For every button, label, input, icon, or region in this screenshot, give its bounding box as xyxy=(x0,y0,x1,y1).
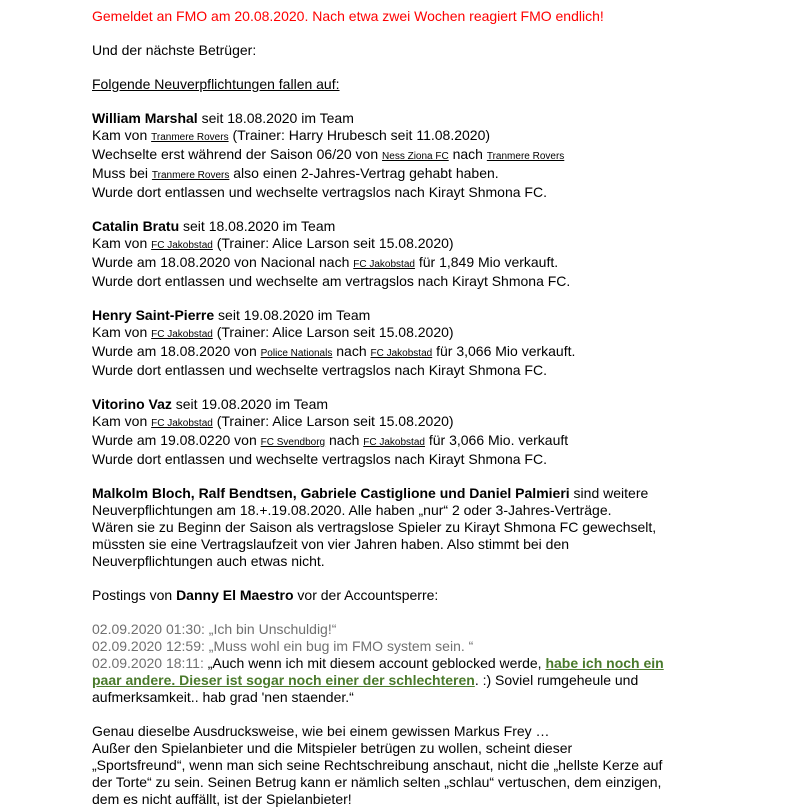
summary-line xyxy=(92,485,782,502)
player-line xyxy=(92,324,782,343)
text: Wurde am 18.08.2020 von xyxy=(92,343,261,359)
club-link[interactable]: Tranmere Rovers xyxy=(151,132,229,143)
player-name: Catalin Bratu xyxy=(92,218,180,234)
summary-names: Malkolm Bloch, Ralf Bendtsen, Gabriele Castiglione und Daniel Palmieri xyxy=(92,485,570,501)
club-link[interactable]: Police Nationals xyxy=(260,348,333,359)
text: also einen 2-Jahres-Vertrag gehabt haben. xyxy=(229,165,499,181)
posting-text: „Ich bin Unschuldig!“ xyxy=(208,621,337,637)
section-heading: Folgende Neuverpflichtungen fallen auf: xyxy=(92,76,340,92)
text: Wurde am 18.08.2020 von Nacional nach xyxy=(92,254,354,270)
text: Kam von xyxy=(92,235,152,251)
player-name: William Marshal xyxy=(92,110,198,126)
player-line: Wurde dort entlassen und wechselte am vertragslos nach Kirayt Shmona FC. xyxy=(92,273,571,289)
text: (Trainer: Alice Larson seit 15.08.2020) xyxy=(212,324,454,340)
player-line xyxy=(92,432,782,451)
highlighted-quote[interactable]: habe ich noch ein xyxy=(545,655,664,671)
summary-line: Neuverpflichtungen auch etwas nicht. xyxy=(92,553,325,569)
player-entry-title xyxy=(92,307,782,324)
player-entry-title xyxy=(92,110,782,127)
text: (Trainer: Harry Hrubesch seit 11.08.2020) xyxy=(228,127,491,143)
text: Kam von xyxy=(92,324,152,340)
posting-1 xyxy=(92,621,782,638)
player-line xyxy=(92,235,782,254)
text: für 3,066 Mio verkauft. xyxy=(432,343,576,359)
text: Kam von xyxy=(92,127,152,143)
player-line xyxy=(92,413,782,432)
posting-3-cont: aufmerksamkeit.. hab grad 'nen staender.“ xyxy=(92,689,354,705)
text: nach xyxy=(448,146,487,162)
posting-3-cont xyxy=(92,672,782,689)
posting-text: . :) Soviel rumgeheule und xyxy=(474,672,639,688)
text: für 1,849 Mio verkauft. xyxy=(414,254,559,270)
text: Kam von xyxy=(92,413,152,429)
text: nach xyxy=(325,432,364,448)
text: nach xyxy=(332,343,371,359)
closing-line: dem es nicht auffällt, ist der Spielanbieter! xyxy=(92,791,352,807)
posting-timestamp: 02.09.2020 18:11: xyxy=(92,655,208,671)
player-line xyxy=(92,146,782,165)
player-line xyxy=(92,127,782,146)
postings-intro xyxy=(92,587,782,604)
club-link[interactable]: Tranmere Rovers xyxy=(151,170,230,181)
summary-line: Neuverpflichtungen am 18.+.19.08.2020. Alle haben „nur“ 2 oder 3-Jahres-Verträge. xyxy=(92,502,612,518)
player-since: seit 18.08.2020 im Team xyxy=(197,110,354,126)
club-link[interactable]: Ness Ziona FC xyxy=(382,151,449,162)
player-since: seit 19.08.2020 im Team xyxy=(214,307,371,323)
posting-3 xyxy=(92,655,782,672)
player-line: Wurde dort entlassen und wechselte vertragslos nach Kirayt Shmona FC. xyxy=(92,362,547,378)
summary-line: müssten sie eine Vertragslaufzeit von vier Jahren haben. Also stimmt bei den xyxy=(92,536,570,552)
club-link[interactable]: Tranmere Rovers xyxy=(486,151,565,162)
text: sind weitere xyxy=(569,485,649,501)
closing-line: Genau dieselbe Ausdrucksweise, wie bei einem gewissen Markus Frey … xyxy=(92,723,550,739)
player-line: Wurde dort entlassen und wechselte vertragslos nach Kirayt Shmona FC. xyxy=(92,184,547,200)
text: Wechselte erst während der Saison 06/20 von xyxy=(92,146,383,162)
summary-line: Wären sie zu Beginn der Saison als vertragslose Spieler zu Kirayt Shmona FC gewechselt, xyxy=(92,519,657,535)
posting-timestamp: 02.09.2020 12:59: xyxy=(92,638,209,654)
text: Muss bei xyxy=(92,165,152,181)
intro-line: Und der nächste Betrüger: xyxy=(92,42,257,58)
player-since: seit 18.08.2020 im Team xyxy=(179,218,336,234)
document-body xyxy=(92,8,782,808)
club-link[interactable]: FC Jakobstad xyxy=(353,259,415,270)
text: vor der Accountsperre: xyxy=(293,587,439,603)
text: für 3,066 Mio. verkauft xyxy=(424,432,569,448)
account-name: Danny El Maestro xyxy=(176,587,294,603)
highlighted-quote[interactable]: paar andere. Dieser ist sogar noch einer der schlechteren xyxy=(92,672,475,688)
player-name: Henry Saint-Pierre xyxy=(92,307,215,323)
player-line xyxy=(92,343,782,362)
club-link[interactable]: FC Jakobstad xyxy=(151,418,213,429)
club-link[interactable]: FC Jakobstad xyxy=(370,348,433,359)
posting-timestamp: 02.09.2020 01:30: xyxy=(92,621,209,637)
player-name: Vitorino Vaz xyxy=(92,396,172,412)
player-line xyxy=(92,254,782,273)
text: (Trainer: Alice Larson seit 15.08.2020) xyxy=(212,235,454,251)
player-line xyxy=(92,165,782,184)
club-link[interactable]: FC Svendborg xyxy=(260,437,326,448)
posting-text: „Auch wenn ich mit diesem account geblocked werde, xyxy=(207,655,546,671)
closing-line: „Sportsfreund“, wenn man sich seine Rechtschreibung anschaut, nicht die „hellste Kerze auf xyxy=(92,757,663,773)
text: Wurde am 19.08.0220 von xyxy=(92,432,261,448)
player-entry-title xyxy=(92,218,782,235)
player-entry-title xyxy=(92,396,782,413)
posting-2 xyxy=(92,638,782,655)
club-link[interactable]: FC Jakobstad xyxy=(151,240,213,251)
report-header: Gemeldet an FMO am 20.08.2020. Nach etwa zwei Wochen reagiert FMO endlich! xyxy=(92,8,604,24)
club-link[interactable]: FC Jakobstad xyxy=(363,437,425,448)
player-line: Wurde dort entlassen und wechselte vertragslos nach Kirayt Shmona FC. xyxy=(92,451,547,467)
closing-line: der Torte“ zu sein. Seinen Betrug kann er nämlich selten „schlau“ vertuschen, dem einzigen, xyxy=(92,774,662,790)
club-link[interactable]: FC Jakobstad xyxy=(151,329,213,340)
posting-text: „Muss wohl ein bug im FMO system sein. “ xyxy=(208,638,474,654)
player-since: seit 19.08.2020 im Team xyxy=(171,396,329,412)
text: Postings von xyxy=(92,587,177,603)
closing-line: Außer den Spielanbieter und die Mitspieler betrügen zu wollen, scheint dieser xyxy=(92,740,573,756)
text: (Trainer: Alice Larson seit 15.08.2020) xyxy=(212,413,454,429)
